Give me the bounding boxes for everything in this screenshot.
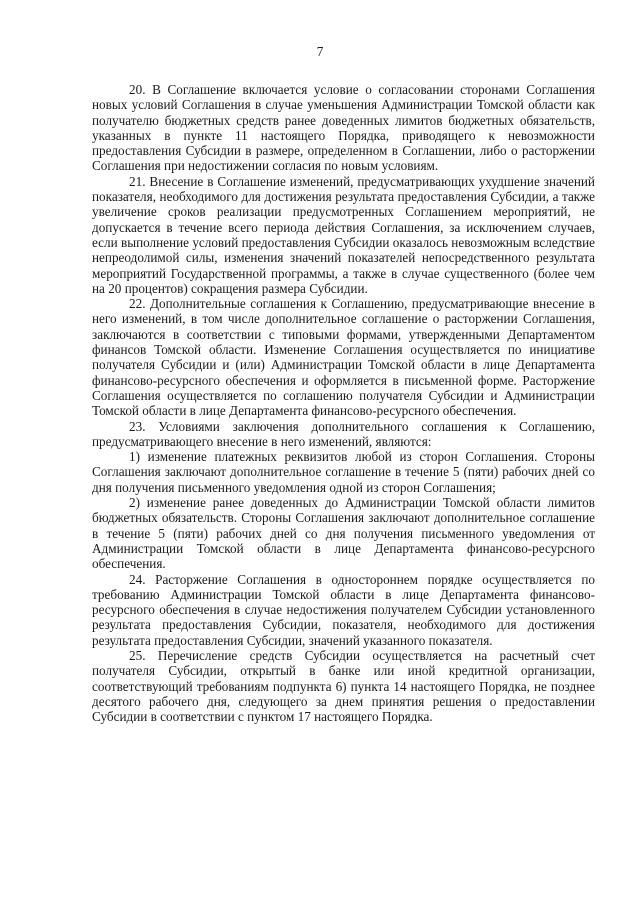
document-body (92, 82, 595, 724)
paragraph-25: 25. Перечисление средств Субсидии осуществляется на расчетный счет получателя Субсидии, открытый в банке или иной кредитной организации, соответствующий требованиям подпункта 6) пункта 14 настоящего Порядка, не позднее десятого рабочего дня, следующего за днем принятия решения о предоставлении Субсидии в соответствии с пунктом 17 настоящего Порядка. (92, 647, 595, 725)
paragraph-21: 21. Внесение в Соглашение изменений, предусматривающих ухудшение значений показателя, необходимого для достижения результата предоставления Субсидии, а также увеличение сроков реализации предусмотренных Соглашением мероприятий, не допускается в течение всего периода действия Соглашения, за исключением случаев, если выполнение условий предоставления Субсидии оказалось невозможным вследствие непреодолимой силы, изменения значений показателей непосредственного результата мероприятий Государственной программы, а также в случае существенного (более чем на 20 процентов) сокращения размера Субсидии. (92, 173, 595, 296)
paragraph-24: 24. Расторжение Соглашения в одностороннем порядке осуществляется по требованию Администрации Томской области в лице Департамента финансово-ресурсного обеспечения в случае недостижения получателем Субсидии установленного результата предоставления Субсидии, показателя, необходимого для достижения результата предоставления Субсидии, значений указанного показателя. (92, 571, 595, 648)
paragraph-22: 22. Дополнительные соглашения к Соглашению, предусматривающие внесение в него изменений, в том числе дополнительное соглашение о расторжении Соглашения, заключаются в соответствии с типовыми формами, утвержденными Департаментом финансов Томской области. Изменение Соглашения осуществляется по инициативе получателя Субсидии и (или) Администрации Томской области в лице Департамента финансово-ресурсного обеспечения и оформляется в письменной форме. Расторжение Соглашения осуществляется по соглашению получателя Субсидии и Администрации Томской области в лице Департамента финансово-ресурсного обеспечения. (92, 296, 595, 419)
page-number: 7 (316, 44, 324, 59)
paragraph-23-item-2: 2) изменение ранее доведенных до Администрации Томской области лимитов бюджетных обязательств. Стороны Соглашения заключают дополнительное соглашение в течение 5 (пяти) рабочих дней со дня получения письменного уведомления от Администрации Томской области в лице Департамента финансово-ресурсного обеспечения. (92, 495, 595, 572)
paragraph-23: 23. Условиями заключения дополнительного соглашения к Соглашению, предусматривающего внесение в него изменений, являются: (92, 418, 595, 449)
paragraph-20: 20. В Соглашение включается условие о согласовании сторонами Соглашения новых условий Соглашения в случае уменьшения Администрации Томской области как получателю бюджетных средств ранее доведенных лимитов бюджетных обязательств, указанных в пункте 11 настоящего Порядка, приводящего к невозможности предоставления Субсидии в размере, определенном в Соглашении, либо о расторжении Соглашения при недостижении согласия по новым условиям. (92, 82, 595, 174)
paragraph-23-item-1: 1) изменение платежных реквизитов любой из сторон Соглашения. Стороны Соглашения заключают дополнительное соглашение в течение 5 (пяти) рабочих дней со дня получения письменного уведомления одной из сторон Соглашения; (92, 449, 595, 495)
